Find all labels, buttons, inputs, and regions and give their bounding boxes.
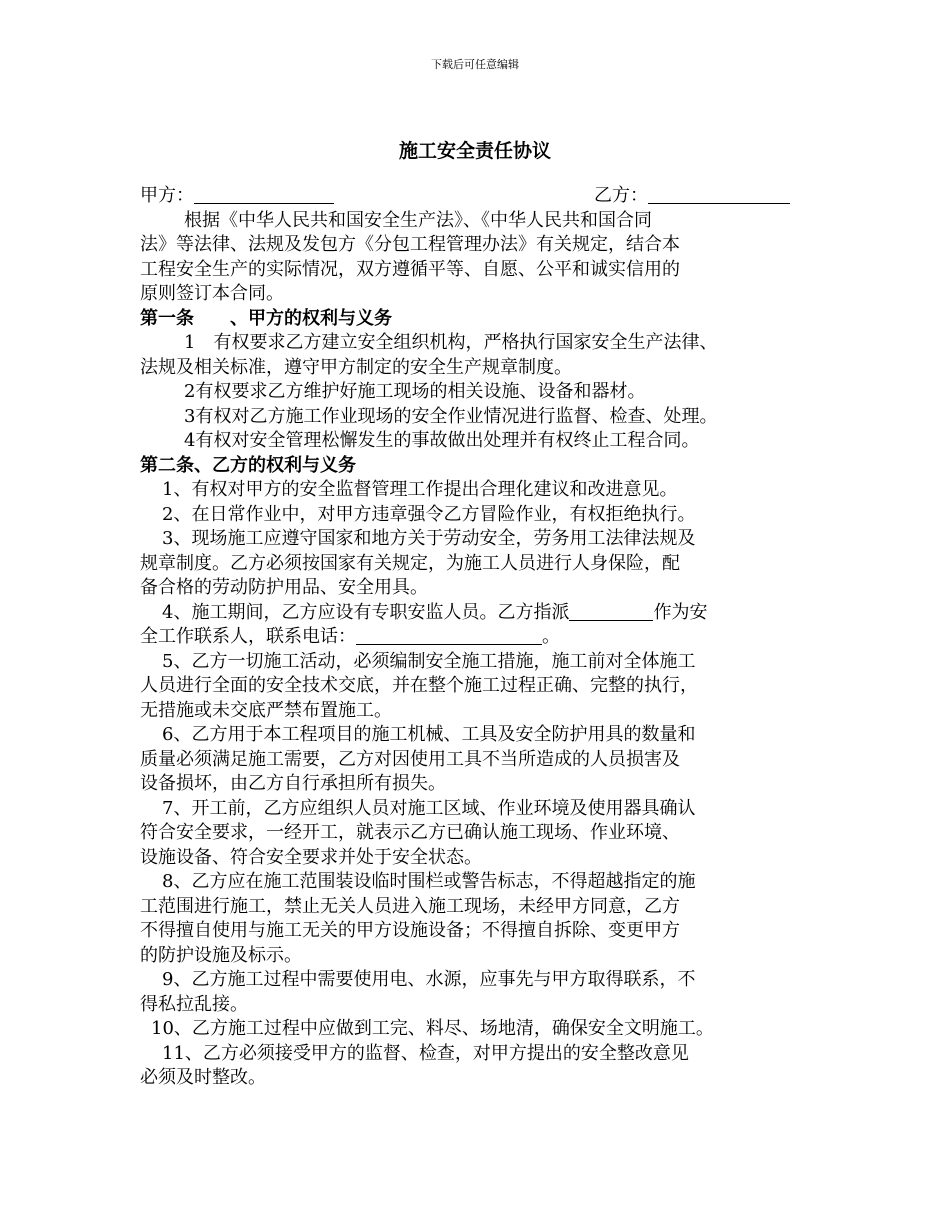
parties-line	[140, 184, 790, 209]
intro-line: 原则签订本合同。	[140, 283, 284, 304]
article-1-line: 2有权要求乙方维护好施工现场的相关设施、设备和器材。	[184, 381, 646, 402]
intro-line: 根据《中华人民共和国安全生产法》、《中华人民共和国合同	[184, 209, 652, 231]
article-2-line: 得私拉乱接。	[140, 993, 248, 1015]
article-1-line: 法规及相关标准，遵守甲方制定的安全生产规章制度。	[140, 356, 572, 378]
page-header: 下载后可任意编辑	[431, 58, 519, 71]
item-4-line: 4、施工期间，乙方应设有专职安监人员。乙方指派 作为安	[162, 601, 708, 623]
document-title: 施工安全责任协议	[398, 140, 551, 162]
article-2-line: 无措施或未交底严禁布置施工。	[140, 699, 392, 721]
article-2-line: 8、乙方应在施工范围装设临时围栏或警告标志，不得超越指定的施	[162, 871, 696, 892]
article-1-line: 1 有权要求乙方建立安全组织机构，严格执行国家安全生产法律、	[184, 332, 718, 353]
article-1-line: 3有权对乙方施工作业现场的安全作业情况进行监督、检查、处理。	[184, 405, 718, 427]
article-2-line: 规章制度。乙方必须按国家有关规定，为施工人员进行人身保险，配	[140, 552, 680, 574]
article-2-line: 符合安全要求，一经开工，就表示乙方已确认施工现场、作业环境、	[140, 822, 680, 843]
article-2-line: 的防护设施及标示。	[140, 944, 302, 966]
safety-contact-blank[interactable]	[569, 601, 653, 621]
article-1-line: 4有权对安全管理松懈发生的事故做出处理并有权终止工程合同。	[184, 430, 700, 451]
item-4-line: 全工作联系人，联系电话： 。	[140, 626, 560, 647]
article-2-line: 质量必须满足施工需要，乙方对因使用工具不当所造成的人员损害及	[140, 748, 680, 770]
party-b: 乙方：	[594, 184, 790, 209]
article-1-heading: 第一条 、甲方的权利与义务	[140, 307, 392, 329]
article-2-line: 人员进行全面的安全技术交底，并在整个施工过程正确、完整的执行，	[140, 675, 698, 696]
article-2-line: 6、乙方用于本工程项目的施工机械、工具及安全防护用具的数量和	[162, 724, 696, 745]
intro-line: 工程安全生产的实际情况，双方遵循平等、自愿、公平和诚实信用的	[140, 258, 680, 280]
intro-line: 法》等法律、法规及发包方《分包工程管理办法》有关规定，结合本	[140, 234, 680, 255]
article-2-line: 设备损坏，由乙方自行承担所有损失。	[140, 773, 446, 794]
article-2-line: 2、在日常作业中，对甲方违章强令乙方冒险作业，有权拒绝执行。	[162, 503, 696, 525]
article-2-line: 9、乙方施工过程中需要使用电、水源，应事先与甲方取得联系，不	[162, 969, 696, 990]
document-body	[140, 184, 820, 1091]
party-a: 甲方：	[140, 184, 334, 209]
article-2-line: 7、开工前，乙方应组织人员对施工区域、作业环境及使用器具确认	[162, 797, 696, 819]
article-2-line: 5、乙方一切施工活动，必须编制安全施工措施，施工前对全体施工	[162, 650, 696, 672]
party-a-blank[interactable]	[194, 184, 334, 204]
article-2-line: 工范围进行施工，禁止无关人员进入施工现场，未经甲方同意，乙方	[140, 895, 680, 917]
article-2-heading: 第二条、乙方的权利与义务	[140, 454, 356, 476]
contact-phone-blank[interactable]	[356, 625, 542, 645]
article-2-line: 10、乙方施工过程中应做到工完、料尽、场地清，确保安全文明施工。	[151, 1018, 714, 1039]
article-2-line: 11、乙方必须接受甲方的监督、检查，对甲方提出的安全整改意见	[162, 1042, 689, 1064]
article-2-line: 备合格的劳动防护用品、安全用具。	[140, 577, 428, 598]
article-2-line: 1、有权对甲方的安全监督管理工作提出合理化建议和改进意见。	[162, 479, 678, 500]
article-2-line: 必须及时整改。	[140, 1067, 266, 1088]
article-2-line: 设施设备、符合安全要求并处于安全状态。	[140, 846, 482, 868]
article-2-line: 3、现场施工应遵守国家和地方关于劳动安全，劳务用工法律法规及	[162, 528, 696, 549]
article-2-line: 不得擅自使用与施工无关的甲方设施设备；不得擅自拆除、变更甲方	[140, 920, 680, 941]
party-b-blank[interactable]	[648, 184, 790, 204]
